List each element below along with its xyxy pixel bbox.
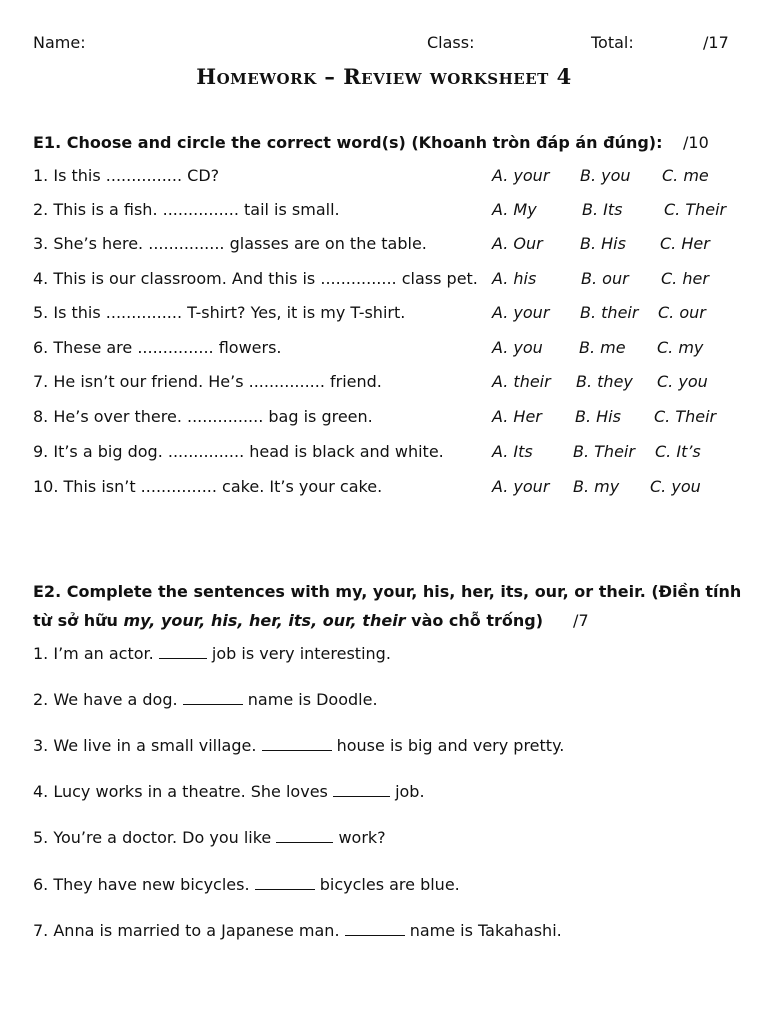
worksheet-title: Homework – Review worksheet 4: [196, 64, 572, 89]
e2-sentence: [33, 782, 425, 801]
e1-option-a[interactable]: A. his: [492, 269, 537, 288]
class-label: Class:: [427, 33, 475, 52]
e1-option-c[interactable]: C. Their: [664, 200, 727, 219]
e2-sentence-before: 6. They have new bicycles.: [33, 875, 250, 894]
e1-option-c[interactable]: C. you: [650, 477, 701, 496]
e2-sentence: [33, 736, 564, 755]
e2-sentence: [33, 875, 460, 894]
e1-option-b[interactable]: B. Their: [573, 442, 635, 461]
e1-option-b[interactable]: B. our: [581, 269, 629, 288]
e1-option-c[interactable]: C. our: [658, 303, 706, 322]
e1-question-text: 8. He’s over there. ............... bag is green.: [33, 407, 373, 426]
e1-option-c[interactable]: C. Their: [654, 407, 717, 426]
e1-option-c[interactable]: C. her: [661, 269, 709, 288]
e1-option-b[interactable]: B. my: [573, 477, 620, 496]
e2-sentence-after: job is very interesting.: [211, 644, 391, 663]
e1-option-a[interactable]: A. their: [492, 372, 551, 391]
e1-question-text: 3. She’s here. ............... glasses are on the table.: [33, 234, 427, 253]
e1-question-text: 10. This isn’t ............... cake. It’s your cake.: [33, 477, 383, 496]
e2-sentence: [33, 828, 386, 847]
e1-question-text: 5. Is this ............... T-shirt? Yes, it is my T-shirt.: [33, 303, 406, 322]
e1-option-b[interactable]: B. me: [579, 338, 626, 357]
e1-option-a[interactable]: A. your: [492, 303, 550, 322]
e1-question-text: 2. This is a fish. ............... tail is small.: [33, 200, 340, 219]
e1-question-text: 6. These are ............... flowers.: [33, 338, 282, 357]
e2-sentence-after: house is big and very pretty.: [336, 736, 565, 755]
e2-heading-tail: vào chỗ trống): [405, 611, 544, 630]
answer-blank[interactable]: [262, 736, 332, 751]
e2-sentence: [33, 644, 391, 663]
e2-sentence-before: 5. You’re a doctor. Do you like: [33, 828, 272, 847]
e2-sentence-after: job.: [395, 782, 425, 801]
answer-blank[interactable]: [333, 782, 390, 797]
e1-option-a[interactable]: A. your: [492, 477, 550, 496]
e1-heading: [33, 133, 709, 152]
name-label: Name:: [33, 33, 86, 52]
e1-option-b[interactable]: B. they: [576, 372, 633, 391]
e2-sentence-after: name is Takahashi.: [409, 921, 562, 940]
e1-option-c[interactable]: C. my: [657, 338, 704, 357]
e2-sentence-before: 2. We have a dog.: [33, 690, 178, 709]
e2-sentence-before: 4. Lucy works in a theatre. She loves: [33, 782, 328, 801]
e1-option-c[interactable]: C. It’s: [655, 442, 701, 461]
answer-blank[interactable]: [183, 690, 243, 705]
e1-score: /10: [683, 133, 709, 152]
e2-heading: [33, 577, 743, 635]
e1-question-text: 1. Is this ............... CD?: [33, 166, 220, 185]
answer-blank[interactable]: [255, 875, 315, 890]
e2-sentence: [33, 921, 562, 940]
answer-blank[interactable]: [276, 828, 333, 843]
e1-heading-text: E1. Choose and circle the correct word(s) (Khoanh tròn đáp án đúng):: [33, 133, 663, 152]
e2-sentence-after: bicycles are blue.: [319, 875, 460, 894]
e1-option-b[interactable]: B. His: [575, 407, 621, 426]
e1-option-a[interactable]: A. My: [492, 200, 537, 219]
e1-option-a[interactable]: A. Her: [492, 407, 542, 426]
e2-sentence-before: 3. We live in a small village.: [33, 736, 257, 755]
e1-option-a[interactable]: A. you: [492, 338, 543, 357]
e1-option-a[interactable]: A. Our: [492, 234, 543, 253]
e2-sentence-after: work?: [338, 828, 386, 847]
e1-question-text: 9. It’s a big dog. ............... head is black and white.: [33, 442, 444, 461]
e2-sentence-after: name is Doodle.: [247, 690, 378, 709]
e1-option-c[interactable]: C. Her: [660, 234, 710, 253]
e2-heading-italic: my, your, his, her, its, our, their: [123, 611, 406, 630]
e2-sentence-before: 7. Anna is married to a Japanese man.: [33, 921, 340, 940]
e1-option-a[interactable]: A. Its: [492, 442, 533, 461]
e2-sentence-before: 1. I’m an actor.: [33, 644, 154, 663]
e1-option-a[interactable]: A. your: [492, 166, 550, 185]
e1-option-b[interactable]: B. Its: [582, 200, 623, 219]
e1-option-b[interactable]: B. His: [580, 234, 626, 253]
answer-blank[interactable]: [345, 921, 405, 936]
answer-blank[interactable]: [159, 644, 207, 659]
e2-score: /7: [573, 611, 589, 630]
e1-option-b[interactable]: B. their: [580, 303, 639, 322]
e2-sentence: [33, 690, 378, 709]
e2-heading-text: E2. Complete the sentences with my, your, his, her, its, our, or their. (Điền tính từ sở hữu: [33, 582, 742, 630]
e1-option-c[interactable]: C. you: [657, 372, 708, 391]
e1-question-text: 7. He isn’t our friend. He’s ............... friend.: [33, 372, 382, 391]
total-label: Total:: [591, 33, 634, 52]
e1-option-c[interactable]: C. me: [662, 166, 709, 185]
e1-option-b[interactable]: B. you: [580, 166, 631, 185]
total-score: /17: [703, 33, 729, 52]
e1-question-text: 4. This is our classroom. And this is ............... class pet.: [33, 269, 478, 288]
